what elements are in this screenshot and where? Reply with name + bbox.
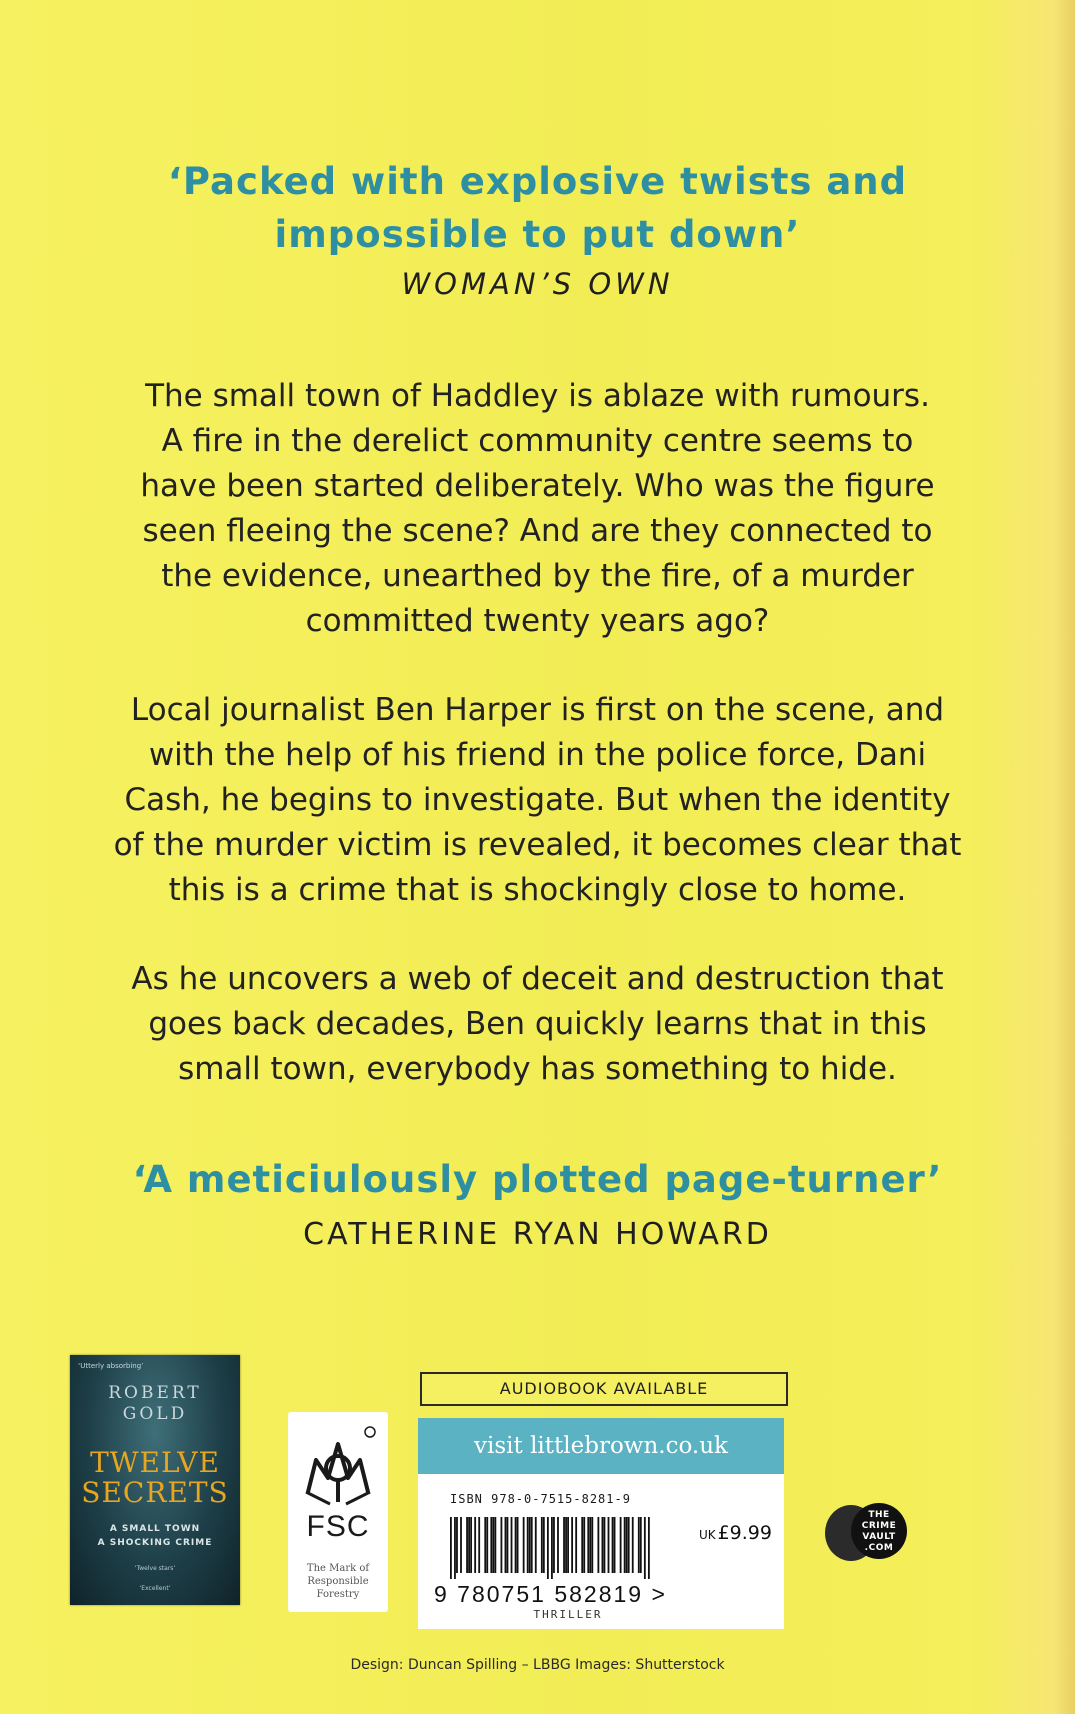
barcode-bar <box>494 1517 496 1573</box>
audiobook-available-label: AUDIOBOOK AVAILABLE <box>420 1372 788 1406</box>
cover-review-snippet: ‘Twelve stars’ <box>134 1565 176 1572</box>
barcode-bar <box>523 1517 525 1573</box>
cover-title-line: SECRETS <box>81 1476 229 1509</box>
barcode-bar <box>557 1517 559 1573</box>
barcode-bar <box>602 1517 604 1573</box>
fsc-tagline <box>296 1562 380 1601</box>
cover-tagline <box>70 1522 240 1550</box>
price-value: £9.99 <box>717 1522 772 1544</box>
barcode-bar <box>565 1517 567 1573</box>
barcode-bar <box>486 1517 488 1573</box>
barcode-bar <box>507 1517 509 1573</box>
barcode-bar <box>450 1517 452 1579</box>
barcode-bar <box>456 1517 458 1573</box>
cover-title <box>70 1448 240 1508</box>
cover-tag-line: A SMALL TOWN <box>109 1524 201 1534</box>
blurb-line: A fire in the derelict community centre seems to <box>161 423 914 459</box>
barcode-bar <box>608 1517 610 1573</box>
fsc-tag-line: Responsible <box>307 1576 369 1587</box>
barcode-bar <box>597 1517 599 1573</box>
barcode-bar <box>648 1517 650 1579</box>
blurb-line: with the help of his friend in the police force, Dani <box>148 737 927 773</box>
barcode-bar <box>624 1517 626 1573</box>
barcode-bar <box>604 1517 606 1573</box>
design-credits: Design: Duncan Spilling – LBBG Images: Shutterstock <box>350 1657 725 1673</box>
cover-tag-line: A SHOCKING CRIME <box>97 1538 213 1548</box>
barcode-bar <box>628 1517 630 1573</box>
price-label <box>699 1522 772 1544</box>
barcode-bar <box>490 1517 492 1573</box>
blurb-line: Cash, he begins to investigate. But when the identity <box>124 782 951 818</box>
barcode-icon <box>450 1517 650 1579</box>
fsc-tag-line: The Mark of <box>306 1563 370 1574</box>
barcode-bar <box>587 1517 589 1573</box>
barcode-bar <box>543 1517 545 1573</box>
barcode-bar <box>612 1517 614 1573</box>
blurb-line: the evidence, unearthed by the fire, of a murder <box>161 558 914 594</box>
barcode-bar <box>478 1517 480 1573</box>
barcode-bar <box>501 1517 503 1573</box>
barcode-bar <box>614 1517 616 1573</box>
cover-review-snippet: ‘Excellent’ <box>139 1585 171 1592</box>
blurb-paragraph-2 <box>105 688 970 913</box>
barcode-bar <box>466 1517 468 1573</box>
barcode-bar <box>511 1517 513 1573</box>
barcode-bar <box>589 1517 591 1573</box>
top-quote-line-2: impossible to put down’ <box>274 213 801 256</box>
top-quote-source: WOMAN’S OWN <box>401 267 674 301</box>
barcode-bar <box>553 1517 555 1573</box>
cover-author-line: ROBERT <box>108 1383 202 1403</box>
fsc-logo <box>288 1412 388 1612</box>
barcode-bar <box>484 1517 486 1573</box>
barcode-bar <box>547 1517 549 1579</box>
blurb-line: seen fleeing the scene? And are they connected to <box>142 513 933 549</box>
blurb-paragraph-1 <box>105 374 970 644</box>
blurb-line: goes back decades, Ben quickly learns that in this <box>148 1006 927 1042</box>
barcode-bar <box>571 1517 573 1573</box>
barcode-bar <box>460 1517 462 1573</box>
blurb-paragraph-3 <box>105 957 970 1092</box>
barcode-bar <box>474 1517 476 1573</box>
blurb-line: As he uncovers a web of deceit and destruction that <box>131 961 944 997</box>
badge-line: CRIME <box>861 1521 897 1531</box>
barcode-bar <box>644 1517 646 1579</box>
blurb-line: committed twenty years ago? <box>305 603 770 639</box>
top-quote-line-1: ‘Packed with explosive twists and <box>167 160 908 203</box>
barcode-digits: 9 780751 582819 > <box>434 1581 667 1607</box>
genre-label: THRILLER <box>533 1608 603 1621</box>
barcode-bar <box>581 1517 583 1573</box>
barcode-bar <box>626 1517 628 1573</box>
barcode-bar <box>505 1517 507 1573</box>
cover-edge-shadow <box>1053 0 1075 1714</box>
blurb-line: Local journalist Ben Harper is first on the scene, and <box>130 692 945 728</box>
cover-author-line: GOLD <box>122 1404 188 1424</box>
barcode-bar <box>575 1517 577 1573</box>
barcode-bar <box>527 1517 529 1573</box>
cover-title-line: TWELVE <box>90 1446 220 1479</box>
blurb-line: of the murder victim is revealed, it becomes clear that <box>113 827 962 863</box>
blurb-line: small town, everybody has something to hide. <box>178 1051 897 1087</box>
barcode-bar <box>563 1517 565 1573</box>
price-region: UK <box>698 1528 716 1542</box>
barcode-bar <box>551 1517 553 1579</box>
barcode-bar <box>583 1517 585 1573</box>
barcode-bar <box>492 1517 494 1573</box>
publisher-website-banner: visit littlebrown.co.uk <box>418 1418 784 1474</box>
barcode-bar <box>591 1517 593 1573</box>
barcode-bar <box>468 1517 470 1573</box>
top-review-quote <box>100 155 975 261</box>
isbn-text: ISBN 978-0-7515-8281-9 <box>450 1492 631 1506</box>
cover-quote: ‘Utterly absorbing’ <box>78 1362 144 1370</box>
barcode-bar <box>517 1517 519 1573</box>
bottom-quote-source: CATHERINE RYAN HOWARD <box>303 1217 772 1252</box>
fsc-label: FSC <box>306 1510 370 1543</box>
twelve-secrets-cover-thumbnail <box>70 1355 240 1605</box>
barcode-panel <box>418 1474 784 1629</box>
blurb-line: have been started deliberately. Who was the figure <box>140 468 935 504</box>
barcode-bar <box>454 1517 456 1579</box>
barcode-bar <box>515 1517 517 1573</box>
blurb-line: this is a crime that is shockingly close to home. <box>168 872 907 908</box>
crime-vault-logo <box>815 1497 915 1567</box>
bottom-review-quote: ‘A meticiulously plotted page-turner’ <box>132 1158 943 1201</box>
fsc-tree-icon <box>298 1422 378 1510</box>
blurb-line: The small town of Haddley is ablaze with rumours. <box>145 378 930 414</box>
badge-line: VAULT <box>862 1532 896 1542</box>
barcode-bar <box>531 1517 533 1573</box>
barcode-bar <box>632 1517 634 1573</box>
barcode-bar <box>567 1517 569 1573</box>
badge-line: .COM <box>864 1543 894 1553</box>
fsc-tag-line: Forestry <box>316 1589 360 1600</box>
barcode-bar <box>541 1517 543 1573</box>
cover-author <box>70 1383 240 1425</box>
barcode-bar <box>529 1517 531 1573</box>
barcode-bar <box>535 1517 537 1573</box>
barcode-bar <box>638 1517 640 1573</box>
barcode-bar <box>640 1517 642 1573</box>
barcode-bar <box>620 1517 622 1573</box>
badge-line: THE <box>868 1510 890 1520</box>
crime-vault-text <box>851 1503 907 1559</box>
barcode-bar <box>470 1517 472 1573</box>
